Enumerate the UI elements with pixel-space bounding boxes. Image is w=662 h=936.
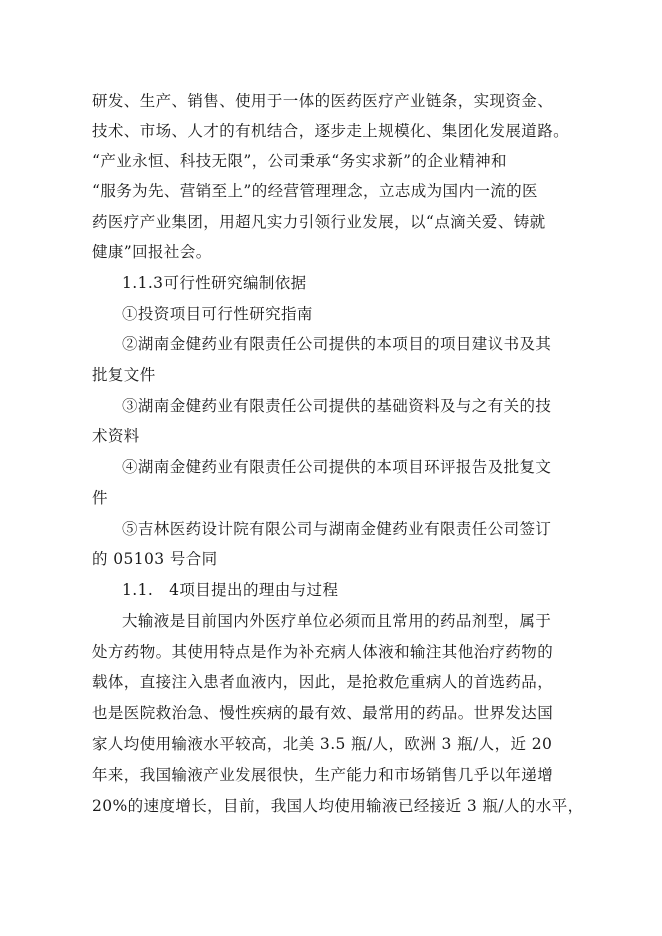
list-item: ⑤吉林医药设计院有限公司与湖南金健药业有限责任公司签订 (122, 520, 552, 538)
text-line: 术资料 (92, 427, 140, 445)
section-heading: 1.1.3可行性研究编制依据 (122, 274, 307, 292)
text-line: 药医疗产业集团，用超凡实力引领行业发展，以“点滴关爱、铸就 (92, 213, 546, 231)
paragraph-line: 年来，我国输液产业发展很快，生产能力和市场销售几乎以年递增 (92, 766, 554, 784)
text-line: 健康”回报社会。 (92, 243, 212, 261)
list-item: ④湖南金健药业有限责任公司提供的本项目环评报告及批复文 (122, 458, 552, 476)
paragraph-line: 载体，直接注入患者血液内，因此，是抢救危重病人的首选药品， (92, 673, 554, 691)
list-item: ③湖南金健药业有限责任公司提供的基础资料及与之有关的技 (122, 397, 552, 415)
list-item: ①投资项目可行性研究指南 (122, 305, 313, 323)
text-line: 研发、生产、销售、使用于一体的医药医疗产业链条，实现资金、 (92, 92, 554, 110)
text-line: 件 (92, 489, 108, 507)
paragraph-line: 也是医院救治急、慢性疾病的最有效、最常用的药品。世界发达国 (92, 704, 554, 722)
section-heading: 1.1. 4项目提出的理由与过程 (122, 581, 339, 599)
paragraph-line: 处方药物。其使用特点是作为补充病人体液和输注其他治疗药物的 (92, 643, 554, 661)
paragraph-line: 大输液是目前国内外医疗单位必须而且常用的药品剂型，属于 (122, 612, 552, 630)
paragraph-line: 20%的速度增长，目前，我国人均使用输液已经接近 3 瓶/人的水平， (92, 797, 584, 815)
paragraph-line: 家人均使用输液水平较高，北美 3.5 瓶/人，欧洲 3 瓶/人，近 20 (92, 735, 553, 753)
text-line: 技术、市场、人才的有机结合，逐步走上规模化、集团化发展道路。 (92, 122, 570, 140)
text-line: “产业永恒、科技无限”，公司秉承“务实求新”的企业精神和 (92, 152, 507, 170)
text-line: “服务为先、营销至上”的经营管理理念，立志成为国内一流的医 (92, 182, 538, 200)
list-item: ②湖南金健药业有限责任公司提供的本项目的项目建议书及其 (122, 335, 552, 353)
text-line: 的 05103 号合同 (92, 550, 218, 568)
text-line: 批复文件 (92, 366, 156, 384)
